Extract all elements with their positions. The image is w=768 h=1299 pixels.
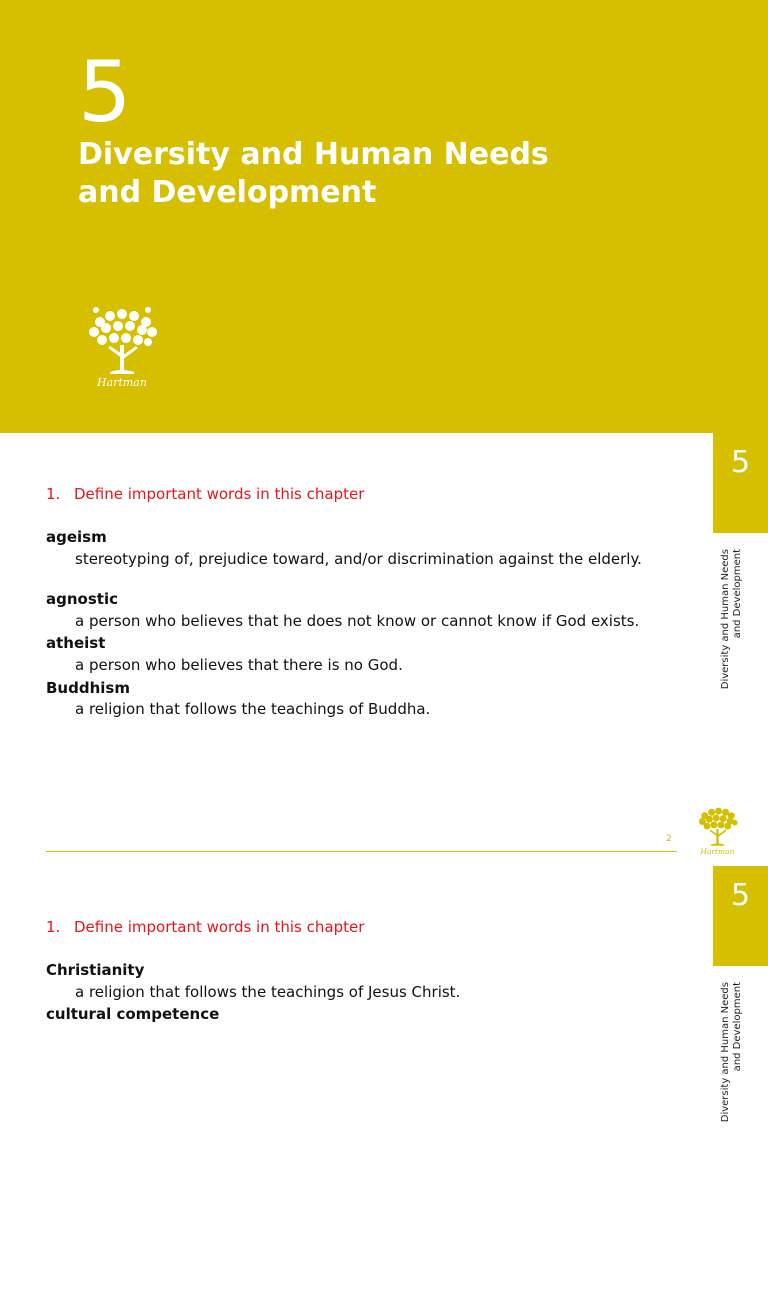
vertical-chapter-title: Diversity and Human Needs and Development [720,982,743,1123]
hartman-tree-logo [80,300,166,390]
logo-wordmark: Hartman [97,376,147,389]
definition-atheist: a person who believes that there is no God. [75,656,403,674]
term-buddhism: Buddhism [46,679,130,697]
hartman-tree-logo-small [693,803,743,855]
heading-number: 1. [46,485,61,503]
heading-number: 1. [46,918,61,936]
term-agnostic: agnostic [46,590,118,608]
page-number: 2 [666,834,672,844]
definition-christianity: a religion that follows the teachings of Jesus Christ. [75,983,461,1001]
definition-agnostic: a person who believes that he does not know or cannot know if God exists. [75,612,640,630]
chapter-tab [713,866,768,966]
chapter-tab-number: 5 [730,445,751,480]
chapter-title-line-2: and Development [78,175,377,210]
section-heading [46,485,364,503]
logo-wordmark-small: Hartman [700,846,735,855]
cover-slide [0,0,768,433]
chapter-tab [713,433,768,533]
chapter-tab-number: 5 [730,878,751,913]
term-atheist: atheist [46,634,106,652]
section-heading [46,918,364,936]
chapter-title-line-1: Diversity and Human Needs [78,137,549,172]
chapter-title [78,136,638,212]
term-christianity: Christianity [46,961,145,979]
heading-text: Define important words in this chapter [74,485,365,503]
definition-buddhism: a religion that follows the teachings of Buddha. [75,700,431,718]
term-cultural-competence: cultural competence [46,1005,220,1023]
heading-text: Define important words in this chapter [74,918,365,936]
definition-ageism: stereotyping of, prejudice toward, and/or discrimination against the elderly. [75,550,642,568]
definitions-slide-2 [0,866,768,1299]
vertical-chapter-title: Diversity and Human Needs and Development [720,549,743,690]
term-ageism: ageism [46,528,107,546]
chapter-number: 5 [78,43,132,141]
footer-divider [46,851,677,852]
definitions-slide-1 [0,433,768,866]
